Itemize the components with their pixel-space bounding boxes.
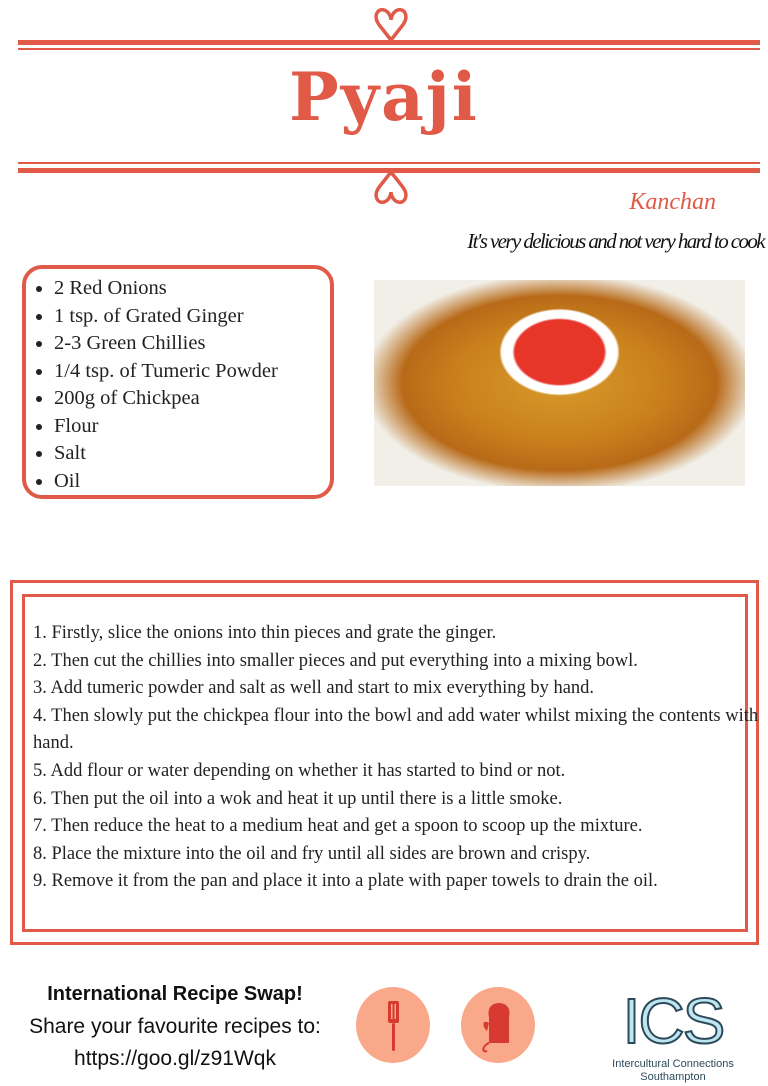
footer-share-text: Share your favourite recipes to: (29, 1015, 321, 1038)
ingredients-box (22, 265, 334, 499)
step: 1. Firstly, slice the onions into thin pieces and grate the ginger. (33, 623, 497, 643)
divider-line (18, 48, 760, 50)
divider-line (18, 40, 760, 45)
ingredient-item: • Oil (54, 468, 330, 496)
food-photo (374, 280, 745, 486)
ingredient-item: • 2-3 Green Chillies (54, 330, 330, 358)
page-title: Pyaji (289, 58, 479, 136)
step: 5. Add flour or water depending on whether it has started to bind or not. (33, 760, 566, 781)
ingredient-item: • 1/4 tsp. of Tumeric Powder (54, 358, 330, 386)
ingredient-item: • 2 Red Onions (54, 275, 330, 303)
logo-city: Southampton (640, 1071, 706, 1083)
ingredients-list (26, 275, 330, 495)
heart-ornament-bottom-icon (370, 170, 412, 206)
step: 8. Place the mixture into the oil and fry until all sides are brown and crispy. (33, 843, 591, 864)
footer-heading: International Recipe Swap! (47, 983, 303, 1005)
author-name: Kanchan (629, 189, 716, 215)
method-steps (33, 620, 763, 896)
ingredient-item: • 1 tsp. of Grated Ginger (54, 303, 330, 331)
heart-ornament-top-icon (370, 6, 412, 42)
ingredient-item: • 200g of Chickpea (54, 385, 330, 413)
oven-mitt-icon (461, 987, 535, 1063)
ingredient-item: • Salt (54, 440, 330, 468)
step: 2. Then cut the chillies into smaller pieces and put everything into a mixing bowl. (33, 650, 638, 671)
step: 3. Add tumeric powder and salt as well and start to mix everything by hand. (33, 678, 595, 699)
ingredient-item: • Flour (54, 413, 330, 441)
spatula-icon (356, 987, 430, 1063)
tagline: It's very delicious and not very hard to cook (467, 229, 764, 253)
oven-mitt-badge (461, 987, 535, 1063)
footer-url-link[interactable]: https://goo.gl/z91Wqk (74, 1047, 276, 1070)
step: 9. Remove it from the pan and place it into a plate with paper towels to drain the oil. (33, 871, 658, 892)
step: 6. Then put the oil into a wok and heat it up until there is a little smoke. (33, 788, 563, 809)
step: 4. Then slowly put the chickpea flour into the bowl and add water whilst mixing the contents with hand. (33, 705, 759, 754)
spatula-badge (356, 987, 430, 1063)
logo-name: Intercultural Connections (612, 1058, 734, 1070)
divider-line (18, 162, 760, 164)
step: 7. Then reduce the heat to a medium heat and get a spoon to scoop up the mixture. (33, 816, 643, 837)
logo-letters: ICS (622, 985, 724, 1057)
ics-logo (598, 986, 748, 1084)
